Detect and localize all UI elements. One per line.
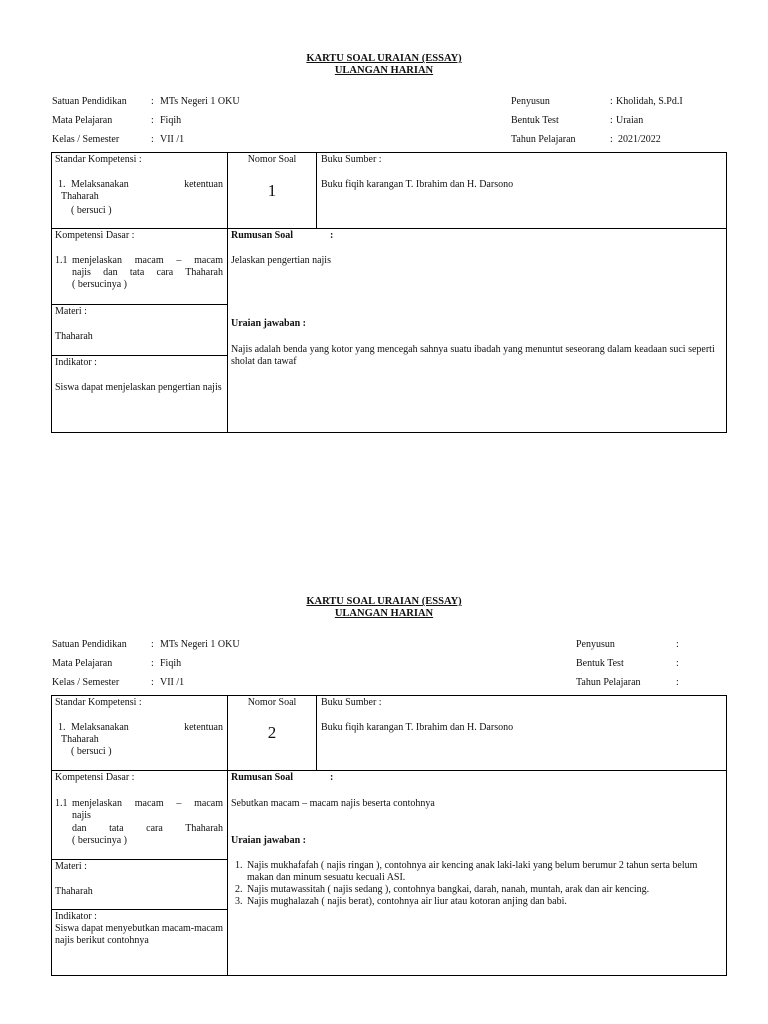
sk-item-text: Thaharah — [61, 734, 99, 745]
meta-value-bentuk: Uraian — [616, 115, 644, 126]
nomor-soal-value: 1 — [267, 181, 277, 200]
meta-value-penyusun: Kholidah, S.Pd.I — [616, 96, 683, 107]
materi-label: Materi : — [55, 861, 87, 872]
meta-sep: : — [676, 677, 679, 688]
indikator-value: Siswa dapat menyebutkan macam-macam najis berikut contohnya — [55, 923, 223, 946]
indikator-label: Indikator : — [55, 911, 97, 922]
meta-sep: : — [610, 115, 613, 126]
kd-text: ( bersucinya ) — [72, 279, 127, 290]
meta-value-satuan: MTs Negeri 1 OKU — [160, 96, 240, 107]
indikator-label: Indikator : — [55, 357, 97, 368]
card-subtitle: ULANGAN HARIAN — [334, 608, 434, 619]
meta-sep: : — [151, 115, 154, 126]
answer-item: 1. Najis mukhafafah ( najis ringan ), contohnya air kencing anak laki-laki yang belum berumur 2 tahun serta belum makan dan minum sesuatu kecuali ASI. — [245, 860, 723, 884]
materi-value: Thaharah — [55, 331, 93, 342]
nomor-soal-label: Nomor Soal — [247, 697, 297, 708]
meta-sep: : — [151, 658, 154, 669]
rumusan-soal-label: Rumusan Soal — [231, 772, 293, 783]
uraian-jawaban-label: Uraian jawaban : — [231, 318, 307, 329]
buku-sumber-label: Buku Sumber : — [321, 697, 382, 708]
table-divider — [316, 695, 317, 771]
sk-item-text: Thaharah — [61, 191, 99, 202]
meta-label-satuan: Satuan Pendidikan — [52, 96, 127, 107]
meta-value-kelas: VII /1 — [160, 677, 185, 688]
kd-text: ( bersucinya ) — [72, 835, 127, 846]
sk-label: Standar Kompetensi : — [55, 697, 142, 708]
meta-value-mapel: Fiqih — [160, 115, 182, 126]
meta-label-tahun: Tahun Pelajaran — [511, 134, 576, 145]
kd-text: menjelaskan macam – macam — [72, 798, 223, 809]
uraian-jawaban-text: Najis adalah benda yang kotor yang mencegah sahnya suatu ibadah yang menuntut seseorang dalam keadaan suci seperti sholat dan tawaf — [231, 344, 715, 367]
buku-sumber-value: Buku fiqih karangan T. Ibrahim dan H. Darsono — [321, 722, 514, 733]
card-title: KARTU SOAL URAIAN (ESSAY) — [306, 53, 462, 64]
sk-item-num: 1. — [58, 722, 66, 733]
uraian-jawaban-label: Uraian jawaban : — [231, 835, 307, 846]
kd-num: 1.1 — [55, 255, 68, 266]
meta-label-mapel: Mata Pelajaran — [52, 658, 113, 669]
sk-item-num: 1. — [58, 179, 66, 190]
meta-sep: : — [676, 639, 679, 650]
meta-sep: : — [151, 677, 154, 688]
sk-item-text: ( bersuci ) — [71, 746, 112, 757]
meta-value-kelas: VII /1 — [160, 134, 185, 145]
kd-text: najis — [72, 810, 91, 821]
rumusan-soal-colon: : — [330, 230, 334, 241]
kd-text: menjelaskan macam – macam — [72, 255, 223, 266]
meta-label-tahun: Tahun Pelajaran — [576, 677, 641, 688]
kd-label: Kompetensi Dasar : — [55, 772, 135, 783]
meta-sep: : — [151, 639, 154, 650]
kd-label: Kompetensi Dasar : — [55, 230, 135, 241]
card-title: KARTU SOAL URAIAN (ESSAY) — [306, 596, 462, 607]
meta-value-tahun: 2021/2022 — [618, 134, 661, 145]
rumusan-soal-text: Sebutkan macam – macam najis beserta contohnya — [231, 798, 435, 809]
kd-text: najis dan tata cara Thaharah — [72, 267, 223, 278]
sk-label: Standar Kompetensi : — [55, 154, 142, 165]
buku-sumber-label: Buku Sumber : — [321, 154, 382, 165]
meta-label-satuan: Satuan Pendidikan — [52, 639, 127, 650]
meta-value-satuan: MTs Negeri 1 OKU — [160, 639, 240, 650]
kd-num: 1.1 — [55, 798, 68, 809]
meta-sep: : — [610, 134, 613, 145]
meta-label-kelas: Kelas / Semester — [52, 134, 120, 145]
card-subtitle: ULANGAN HARIAN — [334, 65, 434, 76]
table-divider — [51, 859, 228, 860]
indikator-value: Siswa dapat menjelaskan pengertian najis — [55, 382, 222, 393]
buku-sumber-value: Buku fiqih karangan T. Ibrahim dan H. Darsono — [321, 179, 514, 190]
nomor-soal-value: 2 — [267, 723, 277, 742]
nomor-soal-label: Nomor Soal — [247, 154, 297, 165]
meta-sep: : — [151, 96, 154, 107]
answer-item: 2. Najis mutawassitah ( najis sedang ), contohnya bangkai, darah, nanah, muntah, arak dan air kencing. — [245, 884, 723, 896]
meta-label-penyusun: Penyusun — [576, 639, 615, 650]
materi-value: Thaharah — [55, 886, 93, 897]
meta-sep: : — [151, 134, 154, 145]
meta-label-mapel: Mata Pelajaran — [52, 115, 113, 126]
rumusan-soal-label: Rumusan Soal — [231, 230, 293, 241]
meta-label-bentuk: Bentuk Test — [511, 115, 559, 126]
rumusan-soal-text: Jelaskan pengertian najis — [231, 255, 331, 266]
meta-value-mapel: Fiqih — [160, 658, 182, 669]
meta-label-kelas: Kelas / Semester — [52, 677, 120, 688]
kd-text: dan tata cara Thaharah — [72, 823, 223, 834]
table-divider — [51, 909, 228, 910]
uraian-jawaban-list — [231, 860, 723, 908]
sk-item-text: Melaksanakan ketentuan — [71, 722, 223, 733]
materi-label: Materi : — [55, 306, 87, 317]
answer-item: 3. Najis mughalazah ( najis berat), contohnya air liur atau kotoran anjing dan babi. — [245, 896, 723, 908]
meta-sep: : — [610, 96, 613, 107]
meta-label-bentuk: Bentuk Test — [576, 658, 624, 669]
sk-item-text: Melaksanakan ketentuan — [71, 179, 223, 190]
rumusan-soal-colon: : — [330, 772, 334, 783]
meta-label-penyusun: Penyusun — [511, 96, 550, 107]
sk-item-text: ( bersuci ) — [71, 205, 112, 216]
table-divider — [51, 770, 727, 771]
meta-sep: : — [676, 658, 679, 669]
